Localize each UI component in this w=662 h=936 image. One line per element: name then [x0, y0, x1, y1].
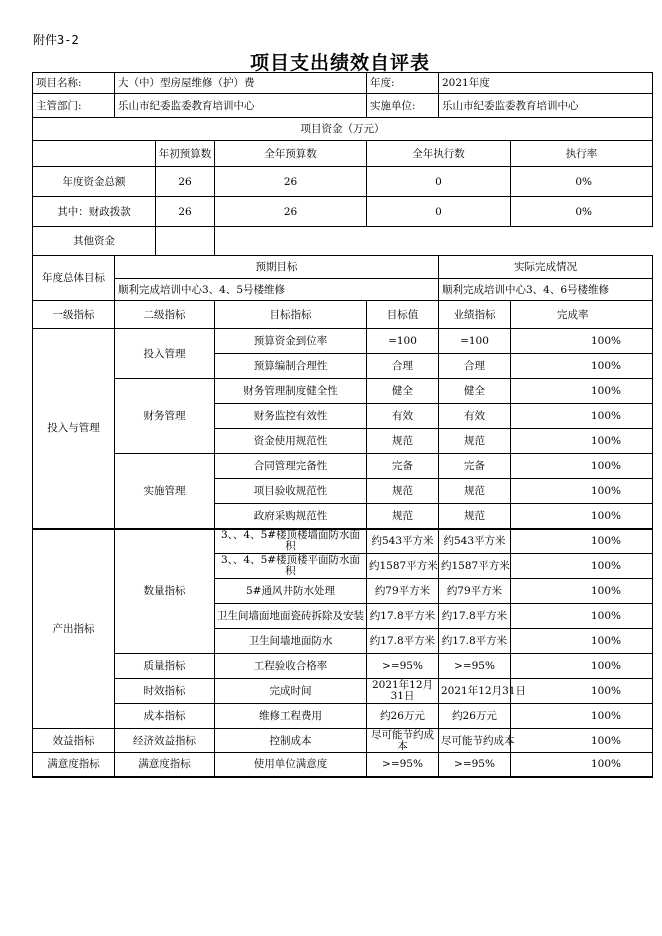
performance-value: 规范 [439, 429, 511, 454]
target-value: >=95% [367, 753, 439, 777]
funds-row [33, 167, 653, 197]
completion-rate: 100% [511, 679, 653, 704]
target-value: 有效 [367, 404, 439, 429]
level2-quality: 质量指标 [115, 654, 215, 679]
col-initial-budget: 年初预算数 [156, 141, 215, 167]
target-indicator: 财务监控有效性 [215, 404, 367, 429]
level2-input: 投入管理 [115, 329, 215, 379]
indicator-row [33, 679, 653, 704]
indicator-row [33, 704, 653, 729]
col-annual-budget: 全年预算数 [215, 141, 367, 167]
project-name-label: 项目名称: [33, 73, 115, 94]
performance-value: =100 [439, 329, 511, 354]
col-performance: 业绩指标 [439, 301, 511, 329]
completion-rate: 100% [511, 329, 653, 354]
target-indicator: 工程验收合格率 [215, 654, 367, 679]
target-indicator: 政府采购规范性 [215, 504, 367, 529]
completion-rate: 100% [511, 429, 653, 454]
target-indicator: 预算编制合理性 [215, 354, 367, 379]
target-value: 约17.8平方米 [367, 604, 439, 629]
completion-rate: 100% [511, 753, 653, 777]
level1-input-mgmt: 投入与管理 [33, 329, 115, 529]
target-indicator: 使用单位满意度 [215, 753, 367, 777]
completion-rate: 100% [511, 479, 653, 504]
target-indicator: 资金使用规范性 [215, 429, 367, 454]
completion-rate: 100% [511, 404, 653, 429]
target-indicator: 合同管理完备性 [215, 454, 367, 479]
performance-value: 尽可能节约成本 [439, 729, 511, 753]
completion-rate: 100% [511, 704, 653, 729]
dept-label: 主管部门: [33, 94, 115, 118]
funds-row-label: 其他资金 [33, 227, 156, 256]
target-value: 尽可能节约成本 [367, 729, 439, 753]
level2-implement: 实施管理 [115, 454, 215, 529]
funds-initial: 26 [156, 197, 215, 227]
indicator-header-row [33, 301, 653, 329]
target-value: 合理 [367, 354, 439, 379]
dept-value: 乐山市纪委监委教育培训中心 [115, 94, 367, 118]
col-annual-executed: 全年执行数 [367, 141, 511, 167]
completion-rate: 100% [511, 629, 653, 654]
performance-value: 规范 [439, 504, 511, 529]
col-target: 目标指标 [215, 301, 367, 329]
indicator-row [33, 379, 653, 404]
performance-value: 2021年12月31日 [439, 679, 511, 704]
goals-label: 年度总体目标 [33, 256, 115, 301]
performance-value: 健全 [439, 379, 511, 404]
annex-label: 附件3-2 [33, 33, 79, 47]
header-row-project [33, 73, 653, 94]
completion-rate: 100% [511, 504, 653, 529]
completion-rate: 100% [511, 354, 653, 379]
target-value: 规范 [367, 479, 439, 504]
level1-satisfaction: 满意度指标 [33, 753, 115, 777]
target-indicator: 项目验收规范性 [215, 479, 367, 504]
completion-rate: 100% [511, 529, 653, 554]
performance-value: 约17.8平方米 [439, 629, 511, 654]
level2-econ: 经济效益指标 [115, 729, 215, 753]
funds-section-title: 项目资金（万元） [33, 118, 653, 141]
header-row-dept [33, 94, 653, 118]
target-indicator: 预算资金到位率 [215, 329, 367, 354]
performance-value: 约26万元 [439, 704, 511, 729]
funds-annual: 26 [215, 197, 367, 227]
indicator-row [33, 454, 653, 479]
performance-value: 约1587平方米 [439, 554, 511, 579]
target-value: =100 [367, 329, 439, 354]
completion-rate: 100% [511, 379, 653, 404]
target-indicator: 3、、4、5#楼顶楼平面防水面积 [215, 554, 367, 579]
year-value: 2021年度 [439, 73, 653, 94]
indicator-row [33, 729, 653, 753]
target-value: 规范 [367, 429, 439, 454]
target-indicator: 3、、4、5#楼顶楼墙面防水面积 [215, 529, 367, 554]
actual-goal-header: 实际完成情况 [439, 256, 653, 279]
level2-finance: 财务管理 [115, 379, 215, 454]
funds-row-label: 其中：财政拨款 [33, 197, 156, 227]
funds-title-row [33, 118, 653, 141]
target-value: 约17.8平方米 [367, 629, 439, 654]
performance-value: 规范 [439, 479, 511, 504]
performance-value: 约17.8平方米 [439, 604, 511, 629]
performance-value: 约79平方米 [439, 579, 511, 604]
target-indicator: 5#通风井防水处理 [215, 579, 367, 604]
year-label: 年度: [367, 73, 439, 94]
completion-rate: 100% [511, 579, 653, 604]
performance-value: 完备 [439, 454, 511, 479]
indicator-row [33, 654, 653, 679]
funds-row [33, 197, 653, 227]
target-value: 规范 [367, 504, 439, 529]
target-indicator: 卫生间墙面地面瓷砖拆除及安装 [215, 604, 367, 629]
performance-value: 约543平方米 [439, 529, 511, 554]
target-indicator: 控制成本 [215, 729, 367, 753]
funds-row [33, 227, 653, 256]
col-level1: 一级指标 [33, 301, 115, 329]
expected-goal-header: 预期目标 [115, 256, 439, 279]
performance-value: >=95% [439, 654, 511, 679]
completion-rate: 100% [511, 654, 653, 679]
target-value: >=95% [367, 654, 439, 679]
target-indicator: 维修工程费用 [215, 704, 367, 729]
funds-row-label: 年度资金总额 [33, 167, 156, 197]
indicator-row [33, 529, 653, 554]
level2-cost: 成本指标 [115, 704, 215, 729]
performance-value: 合理 [439, 354, 511, 379]
target-value: 约543平方米 [367, 529, 439, 554]
page-title: 项目支出绩效自评表 [249, 52, 430, 74]
target-indicator: 完成时间 [215, 679, 367, 704]
funds-executed: 0 [367, 167, 511, 197]
level1-output: 产出指标 [33, 529, 115, 729]
indicator-row [33, 329, 653, 354]
funds-executed: 0 [367, 197, 511, 227]
funds-rate: 0% [511, 167, 653, 197]
completion-rate: 100% [511, 454, 653, 479]
col-level2: 二级指标 [115, 301, 215, 329]
evaluation-sheet [32, 72, 622, 776]
target-indicator: 财务管理制度健全性 [215, 379, 367, 404]
col-target-value: 目标值 [367, 301, 439, 329]
performance-value: >=95% [439, 753, 511, 777]
level2-quantity: 数量指标 [115, 529, 215, 654]
funds-initial: 26 [156, 167, 215, 197]
level2-timeliness: 时效指标 [115, 679, 215, 704]
funds-header-row [33, 141, 653, 167]
goals-content-row [33, 279, 653, 301]
impl-label: 实施单位: [367, 94, 439, 118]
target-value: 完备 [367, 454, 439, 479]
indicator-row [33, 753, 653, 777]
funds-initial [156, 227, 215, 256]
target-value: 2021年12月31日 [367, 679, 439, 704]
expected-goal: 顺利完成培训中心3、4、5号楼维修 [115, 279, 439, 301]
target-value: 约1587平方米 [367, 554, 439, 579]
funds-annual: 26 [215, 167, 367, 197]
target-value: 约26万元 [367, 704, 439, 729]
col-completion-rate: 完成率 [511, 301, 653, 329]
level1-benefit: 效益指标 [33, 729, 115, 753]
goals-header-row [33, 256, 653, 279]
completion-rate: 100% [511, 729, 653, 753]
funds-rate: 0% [511, 197, 653, 227]
target-indicator: 卫生间墙地面防水 [215, 629, 367, 654]
completion-rate: 100% [511, 604, 653, 629]
target-value: 健全 [367, 379, 439, 404]
actual-goal: 顺利完成培训中心3、4、6号楼维修 [439, 279, 653, 301]
evaluation-table [32, 72, 653, 778]
completion-rate: 100% [511, 554, 653, 579]
col-execution-rate: 执行率 [511, 141, 653, 167]
impl-value: 乐山市纪委监委教育培训中心 [439, 94, 653, 118]
level2-satisfaction: 满意度指标 [115, 753, 215, 777]
target-value: 约79平方米 [367, 579, 439, 604]
project-name: 大（中）型房屋维修（护）费 [115, 73, 367, 94]
performance-value: 有效 [439, 404, 511, 429]
